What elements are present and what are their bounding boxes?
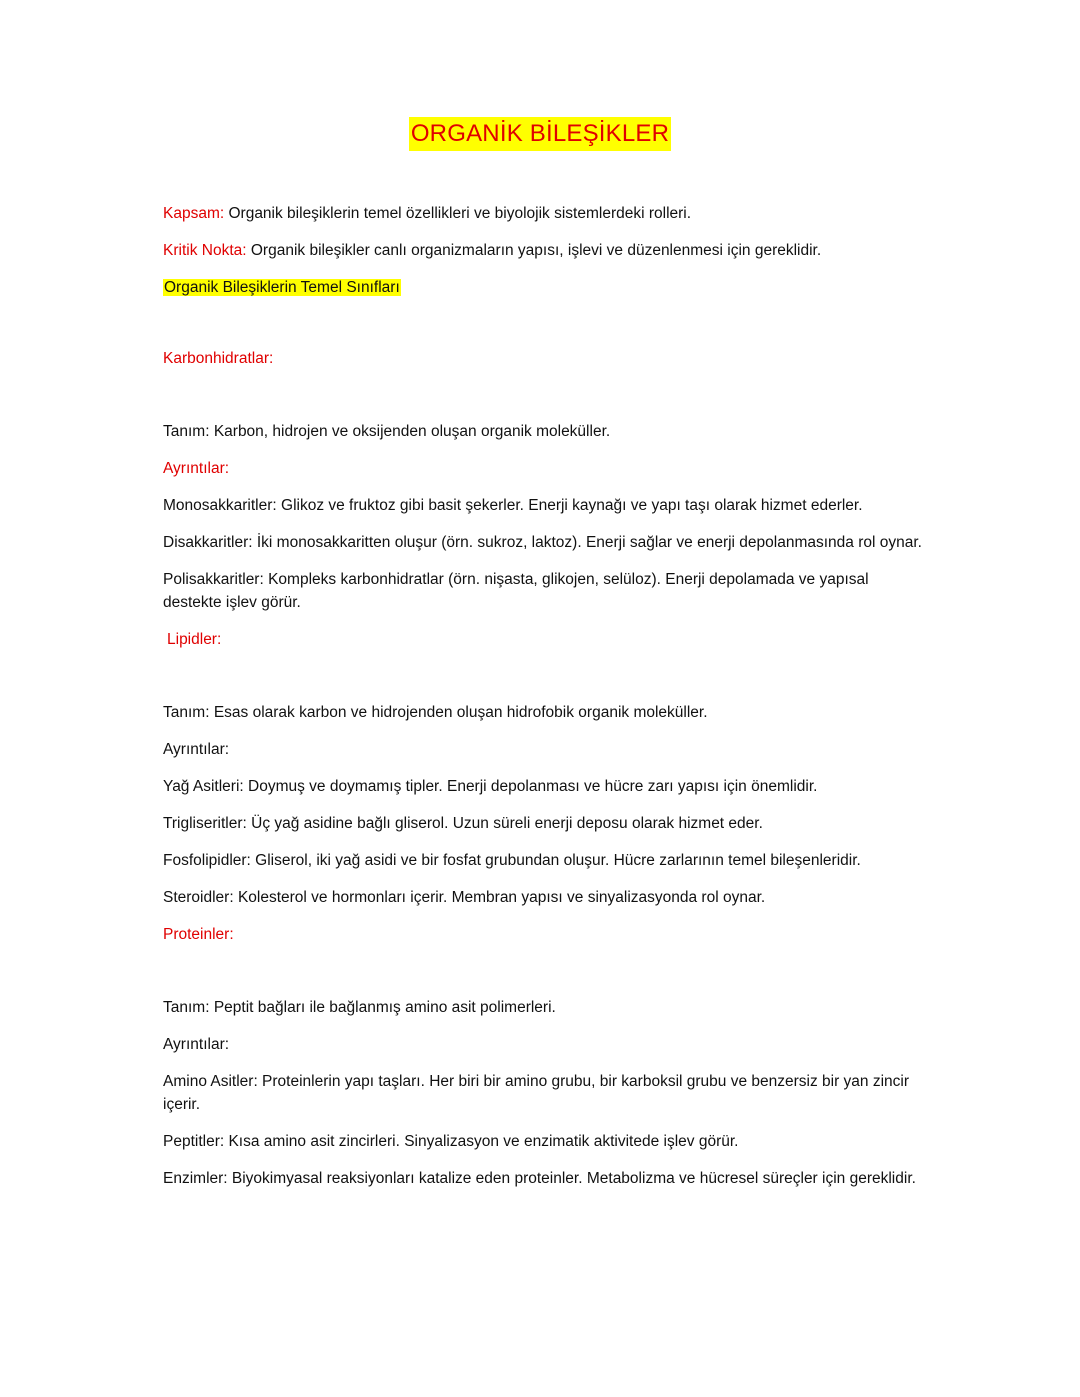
proteins-definition: Tanım: Peptit bağları ile bağlanmış amino asit polimerleri. — [163, 999, 556, 1016]
carbohydrates-definition: Tanım: Karbon, hidrojen ve oksijenden oluşan organik moleküller. — [163, 423, 611, 440]
scope-label: Kapsam: — [163, 205, 225, 222]
critical-label: Kritik Nokta: — [163, 242, 247, 259]
lipids-definition: Tanım: Esas olarak karbon ve hidrojenden oluşan hidrofobik organik moleküller. — [163, 704, 708, 721]
proteins-details-label: Ayrıntılar: — [163, 1036, 230, 1053]
proteins-heading: Proteinler: — [163, 926, 234, 943]
proteins-item-amino-acids: Amino Asitler: Proteinlerin yapı taşları. Her biri bir amino grubu, bir karboksil grubu ve benzersiz bir yan zincir içerir. — [163, 1073, 910, 1113]
lipids-item-steroids: Steroidler: Kolesterol ve hormonları içerir. Membran yapısı ve sinyalizasyonda rol oynar. — [163, 889, 766, 906]
lipids-item-fatty-acids: Yağ Asitleri: Doymuş ve doymamış tipler. Enerji depolanması ve hücre zarı yapısı için önemlidir. — [163, 778, 818, 795]
document-body — [163, 202, 923, 1204]
proteins-item-peptides: Peptitler: Kısa amino asit zincirleri. Sinyalizasyon ve enzimatik aktivitede işlev görür. — [163, 1133, 739, 1150]
critical-paragraph — [163, 239, 923, 262]
carbohydrates-item-disaccharides: Disakkaritler: İki monosakkaritten oluşur (örn. sukroz, laktoz). Enerji sağlar ve enerji depolanmasında rol oynar. — [163, 534, 922, 551]
proteins-item-enzymes: Enzimler: Biyokimyasal reaksiyonları katalize eden proteinler. Metabolizma ve hücresel süreçler için gereklidir. — [163, 1170, 916, 1187]
title-container — [0, 117, 1080, 151]
carbohydrates-item-monosaccharides: Monosakkaritler: Glikoz ve fruktoz gibi basit şekerler. Enerji kaynağı ve yapı taşı olarak hizmet ederler. — [163, 497, 863, 514]
lipids-details-label: Ayrıntılar: — [163, 741, 230, 758]
carbohydrates-details-label: Ayrıntılar: — [163, 460, 230, 477]
lipids-item-triglycerides: Trigliseritler: Üç yağ asidine bağlı gliserol. Uzun süreli enerji deposu olarak hizmet eder. — [163, 815, 763, 832]
carbohydrates-item-polysaccharides: Polisakkaritler: Kompleks karbonhidratlar (örn. nişasta, glikojen, selüloz). Enerji depolamada ve yapısal destekte işlev görür. — [163, 571, 869, 611]
carbohydrates-heading: Karbonhidratlar: — [163, 350, 274, 367]
page-title: ORGANİK BİLEŞİKLER — [409, 117, 671, 151]
critical-text: Organik bileşikler canlı organizmaların yapısı, işlevi ve düzenlenmesi için gereklidir. — [246, 242, 822, 259]
lipids-heading: Lipidler: — [167, 631, 222, 648]
scope-paragraph — [163, 202, 923, 225]
lipids-item-phospholipids: Fosfolipidler: Gliserol, iki yağ asidi ve bir fosfat grubundan oluşur. Hücre zarlarının temel bileşenleridir. — [163, 852, 861, 869]
classes-heading-paragraph — [163, 276, 923, 299]
classes-heading: Organik Bileşiklerin Temel Sınıfları — [164, 279, 400, 296]
scope-text: Organik bileşiklerin temel özellikleri ve biyolojik sistemlerdeki rolleri. — [224, 205, 692, 222]
